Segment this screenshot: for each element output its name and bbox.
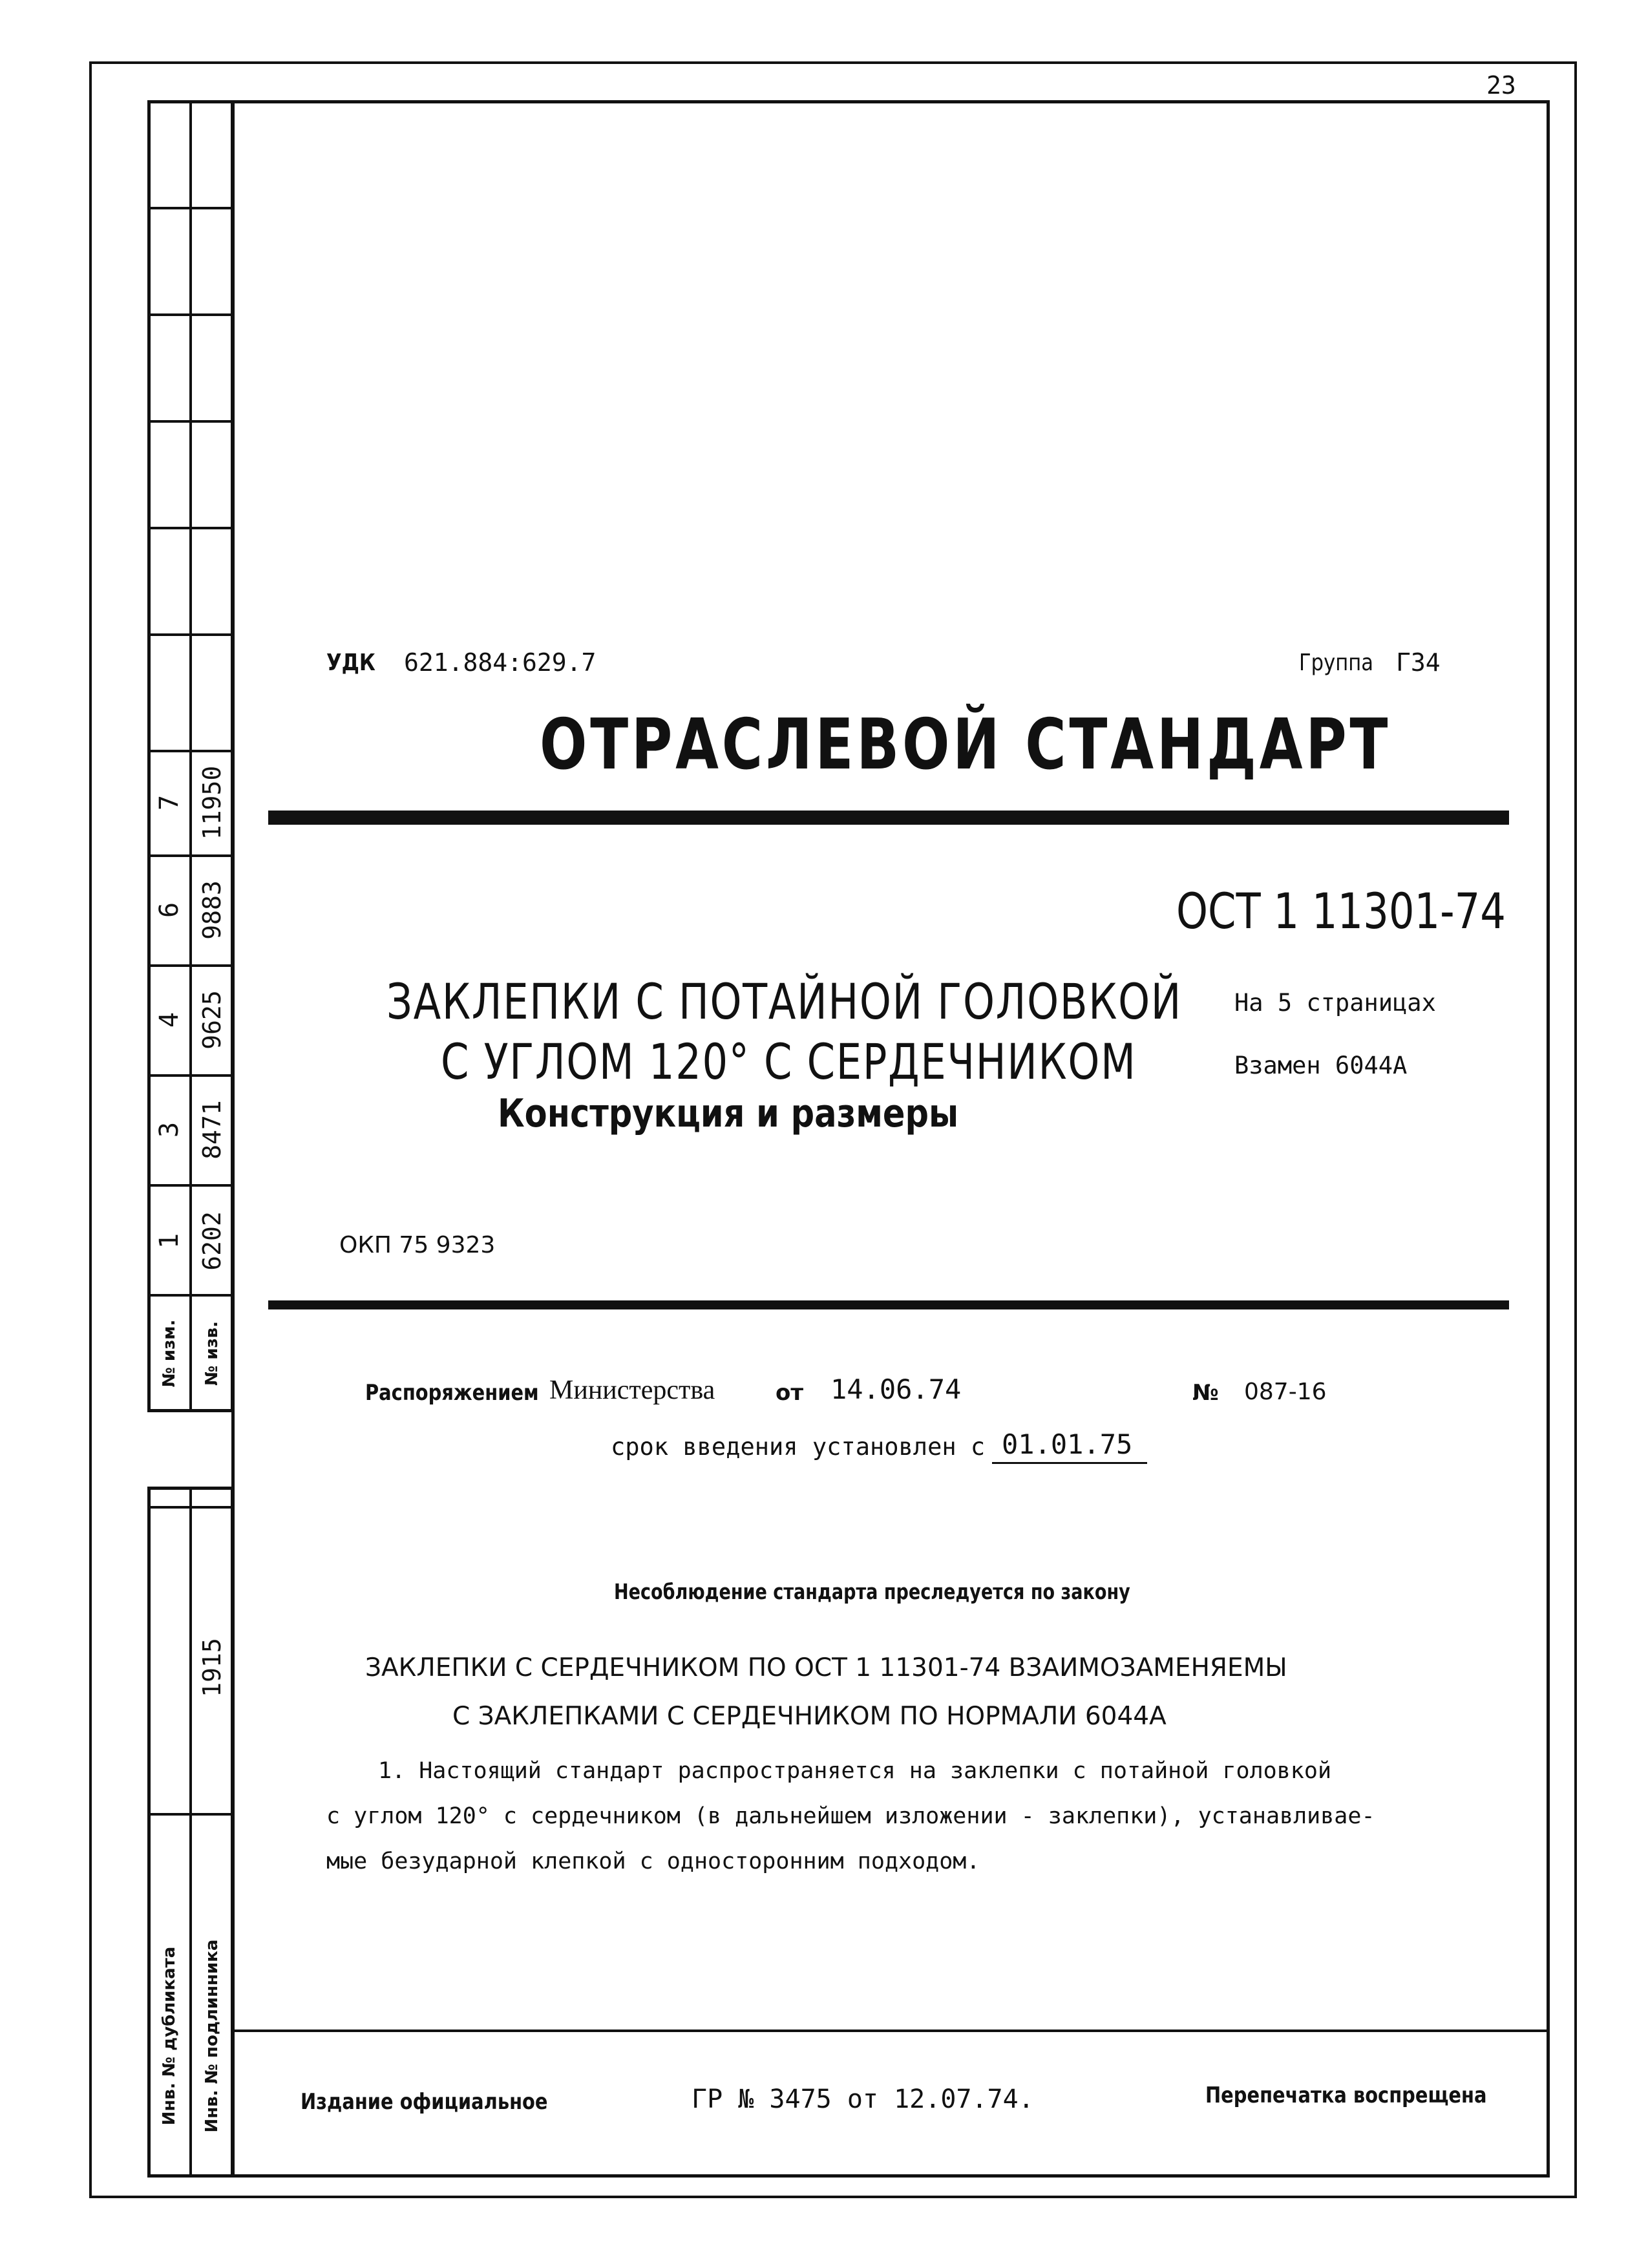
notice-number: 9625	[198, 990, 226, 1050]
change-number: 4	[154, 1012, 184, 1028]
udk-value: 621.884:629.7	[404, 648, 597, 677]
effective-date: 01.01.75	[1002, 1428, 1133, 1460]
change-number: 3	[154, 1121, 184, 1138]
order-issuer: Министерства	[549, 1375, 715, 1405]
effective-label: срок введения установлен с	[611, 1433, 986, 1461]
effective-date-underline	[992, 1462, 1147, 1464]
interchange-line2: С ЗАКЛЕПКАМИ С СЕРДЕЧНИКОМ ПО НОРМАЛИ 6044А	[452, 1702, 1167, 1731]
page-count: На 5 страницах	[1234, 989, 1436, 1017]
change-number: 6	[154, 902, 184, 918]
paragraph-1-line3: мые безударной клепкой с односторонним подходом.	[326, 1849, 980, 1874]
document-type-title: ОТРАСЛЕВОЙ СТАНДАРТ	[540, 705, 1391, 785]
registration-number: ГР № 3475 от 12.07.74.	[692, 2084, 1034, 2114]
group-value: Г34	[1396, 648, 1441, 677]
replaces-note: Взамен 6044А	[1234, 1052, 1408, 1079]
standard-subtitle: Конструкция и размеры	[498, 1091, 959, 1136]
paragraph-1-line1: 1. Настоящий стандарт распространяется на заклепки с потайной головкой	[378, 1758, 1332, 1784]
group-label: Группа	[1299, 650, 1373, 676]
standard-title-line1: ЗАКЛЕПКИ С ПОТАЙНОЙ ГОЛОВКОЙ	[386, 973, 1183, 1030]
paragraph-1-line2: с углом 120° с сердечником (в дальнейшем изложении - заклепки), устанавливае-	[326, 1803, 1375, 1829]
notice-label: № изв.	[202, 1321, 222, 1386]
order-from-label: от	[776, 1380, 804, 1406]
change-number: 7	[154, 794, 184, 811]
footer-rule	[231, 2030, 1550, 2032]
order-number: 087-16	[1244, 1379, 1327, 1405]
duplicate-inventory-label: Инв. № дубликата	[160, 1946, 179, 2126]
interchange-line1: ЗАКЛЕПКИ С СЕРДЕЧНИКОМ ПО ОСТ 1 11301-74 ВЗАИМОЗАМЕНЯЕМЫ	[365, 1653, 1287, 1682]
original-inventory-number: 1915	[198, 1638, 226, 1697]
notice-number: 11950	[198, 765, 226, 840]
standard-title-line2: С УГЛОМ 120° С СЕРДЕЧНИКОМ	[441, 1033, 1137, 1090]
original-inventory-label: Инв. № подлинника	[202, 1939, 222, 2133]
order-date: 14.06.74	[830, 1373, 962, 1405]
notice-number: 9883	[198, 880, 226, 940]
notice-number: 6202	[198, 1211, 226, 1271]
order-label: Распоряжением	[365, 1380, 539, 1406]
order-number-label: №	[1192, 1380, 1219, 1406]
udk-label: УДК	[326, 650, 375, 676]
middle-rule	[268, 1300, 1509, 1309]
official-edition-note: Издание официальное	[301, 2089, 548, 2115]
top-rule	[268, 811, 1509, 825]
page-number: 23	[1486, 71, 1516, 100]
notice-number: 8471	[198, 1100, 226, 1160]
reprint-prohibited-note: Перепечатка воспрещена	[1205, 2083, 1487, 2108]
change-number: 1	[154, 1233, 184, 1249]
change-label: № изм.	[160, 1319, 179, 1388]
okp-code: ОКП 75 9323	[339, 1232, 496, 1258]
legal-warning: Несоблюдение стандарта преследуется по закону	[614, 1579, 1130, 1604]
standard-code: ОСТ 1 11301-74	[1176, 882, 1506, 940]
